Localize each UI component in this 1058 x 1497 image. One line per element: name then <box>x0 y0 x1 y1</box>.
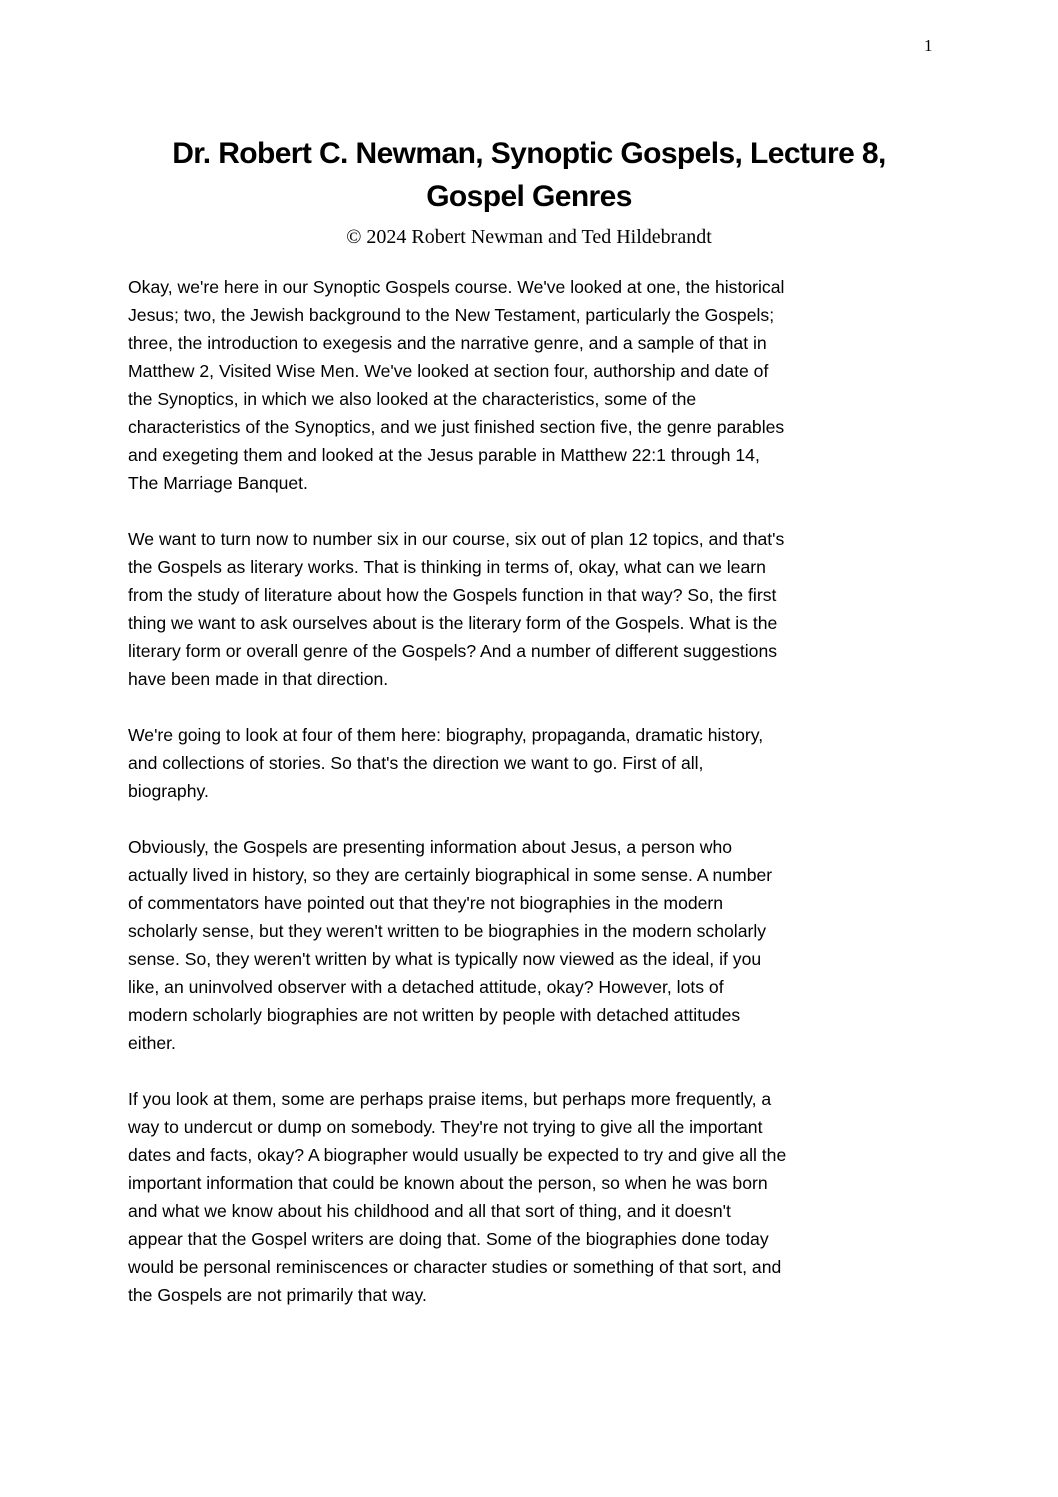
paragraph-line: the Gospels are not primarily that way. <box>128 1285 427 1305</box>
title-line: Gospel Genres <box>426 180 632 213</box>
document-title <box>0 132 1058 218</box>
paragraph-line: Jesus; two, the Jewish background to the New Testament, particularly the Gospels; <box>128 305 775 325</box>
page-number: 1 <box>924 36 933 55</box>
paragraph-line: biography. <box>128 781 209 801</box>
paragraph-line: appear that the Gospel writers are doing that. Some of the biographies done today <box>128 1229 769 1249</box>
paragraph-line: important information that could be known about the person, so when he was born <box>128 1173 768 1193</box>
paragraph <box>128 273 928 497</box>
paragraph-line: dates and facts, okay? A biographer would usually be expected to try and give all the <box>128 1145 787 1165</box>
paragraph-line: way to undercut or dump on somebody. They're not trying to give all the important <box>128 1117 763 1137</box>
paragraph-line: of commentators have pointed out that they're not biographies in the modern <box>128 893 724 913</box>
paragraph-line: either. <box>128 1033 176 1053</box>
paragraph-line: and what we know about his childhood and all that sort of thing, and it doesn't <box>128 1201 731 1221</box>
paragraph <box>128 833 928 1057</box>
paragraph-line: characteristics of the Synoptics, and we just finished section five, the genre parables <box>128 417 785 437</box>
paragraph-line: thing we want to ask ourselves about is the literary form of the Gospels. What is the <box>128 613 778 633</box>
paragraph-line: modern scholarly biographies are not written by people with detached attitudes <box>128 1005 741 1025</box>
paragraph-line: The Marriage Banquet. <box>128 473 308 493</box>
paragraph-line: We want to turn now to number six in our course, six out of plan 12 topics, and that's <box>128 529 785 549</box>
paragraph-line: Obviously, the Gospels are presenting information about Jesus, a person who <box>128 837 733 857</box>
paragraph-line: and exegeting them and looked at the Jesus parable in Matthew 22:1 through 14, <box>128 445 760 465</box>
paragraph <box>128 721 928 805</box>
paragraph-line: would be personal reminiscences or character studies or something of that sort, and <box>128 1257 782 1277</box>
paragraph-line: the Synoptics, in which we also looked at the characteristics, some of the <box>128 389 697 409</box>
paragraph-line: We're going to look at four of them here: biography, propaganda, dramatic history, <box>128 725 764 745</box>
paragraph <box>128 1085 928 1309</box>
paragraph-line: Okay, we're here in our Synoptic Gospels course. We've looked at one, the historical <box>128 277 785 297</box>
paragraph-line: have been made in that direction. <box>128 669 389 689</box>
paragraph-line: sense. So, they weren't written by what is typically now viewed as the ideal, if you <box>128 949 762 969</box>
paragraph-line: and collections of stories. So that's the direction we want to go. First of all, <box>128 753 704 773</box>
paragraph-line: like, an uninvolved observer with a detached attitude, okay? However, lots of <box>128 977 724 997</box>
paragraph <box>128 525 928 693</box>
paragraph-line: If you look at them, some are perhaps praise items, but perhaps more frequently, a <box>128 1089 772 1109</box>
paragraph-line: from the study of literature about how the Gospels function in that way? So, the first <box>128 585 777 605</box>
title-line: Dr. Robert C. Newman, Synoptic Gospels, Lecture 8, <box>172 137 886 170</box>
paragraph-line: the Gospels as literary works. That is thinking in terms of, okay, what can we learn <box>128 557 766 577</box>
paragraph-line: three, the introduction to exegesis and the narrative genre, and a sample of that in <box>128 333 767 353</box>
paragraph-line: scholarly sense, but they weren't written to be biographies in the modern scholarly <box>128 921 767 941</box>
copyright-notice: © 2024 Robert Newman and Ted Hildebrandt <box>346 226 712 248</box>
paragraph-line: Matthew 2, Visited Wise Men. We've looked at section four, authorship and date of <box>128 361 769 381</box>
document-body <box>128 273 928 1337</box>
paragraph-line: literary form or overall genre of the Gospels? And a number of different suggestions <box>128 641 778 661</box>
paragraph-line: actually lived in history, so they are certainly biographical in some sense. A number <box>128 865 773 885</box>
